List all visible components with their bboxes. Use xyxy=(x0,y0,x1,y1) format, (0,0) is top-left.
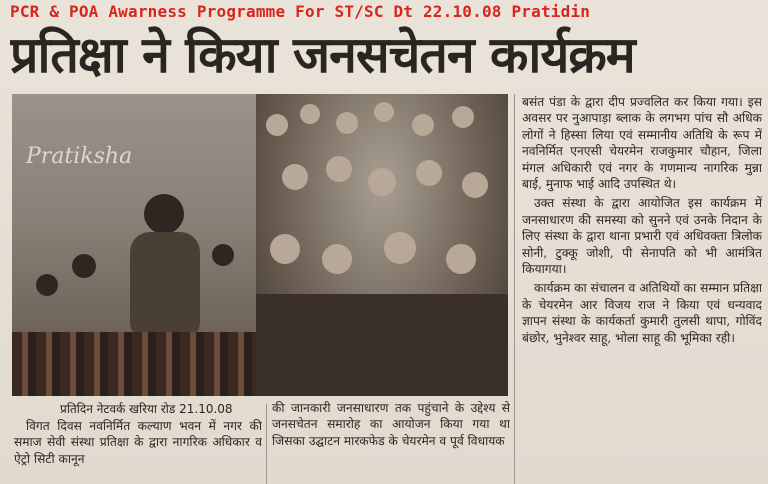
article-paragraph: उक्त संस्था के द्वारा आयोजित इस कार्यक्रम में जनसाधारण की समस्या को सुनने एवं उनके निदान के लिए संस्था के द्वारा थाना प्रभारी एवं अधिवक्ता त्रिलोक सोनी, टुक्कू जोशी, पी सेनापति को भी आमंत्रित कियागया। xyxy=(522,196,762,277)
article-paragraph: विगत दिवस नवनिर्मित कल्याण भवन में नगर की समाज सेवी संस्था प्रतिक्षा के द्वारा नागरिक अधिकार व ऐट्रो सिटी कानून xyxy=(14,419,262,466)
clipping-banner: PCR & POA Awarness Programme For ST/SC Dt 22.10.08 Pratidin xyxy=(10,2,591,21)
audience-face xyxy=(326,156,352,182)
audience-face xyxy=(368,168,396,196)
audience-face xyxy=(300,104,320,124)
audience-face xyxy=(270,234,300,264)
column-divider xyxy=(514,94,515,484)
audience-face xyxy=(374,102,394,122)
article-column-1 xyxy=(14,418,262,484)
audience-face xyxy=(412,114,434,136)
audience-face xyxy=(416,160,442,186)
speaker-body xyxy=(130,232,200,342)
audience-lower-rows xyxy=(256,294,508,396)
news-photo xyxy=(12,94,508,396)
audience-face xyxy=(322,244,352,274)
article-paragraph: बसंत पंडा के द्वारा दीप प्रज्वलित कर किया गया। इस अवसर पर नुआपाड़ा ब्लाक के लगभग पांच सौ अधिक लोगों ने हिस्सा लिया एवं सम्मानीय अतिथि के रूप में नवनिर्मित एनएसी चेयरमेन राजकुमार चौहान, जिला मंगल अधिकारी एवं नगर के गणमान्य नागरिक मुन्ना बाई, मुनाफ भाई आदि उपस्थित थे। xyxy=(522,95,762,192)
audience-face xyxy=(336,112,358,134)
audience-face xyxy=(446,244,476,274)
article-paragraph: की जानकारी जनसाधारण तक पहुंचाने के उद्देश्य से जनसचेतन समारोह का आयोजन किया गया था जिसका उद्घाटन मारकफेड के चेयरमेन व पूर्व विधायक xyxy=(272,401,510,448)
table-cloth xyxy=(12,332,256,396)
headline: प्रतिक्षा ने किया जनसचेतन कार्यक्रम xyxy=(10,25,635,84)
seated-person xyxy=(72,254,96,278)
seated-person xyxy=(36,274,58,296)
audience-face xyxy=(266,114,288,136)
audience-face xyxy=(384,232,416,264)
photo-watermark: Pratiksha xyxy=(26,144,133,169)
article-paragraph: कार्यक्रम का संचालन व अतिथियों का सम्मान प्रतिक्षा के चेयरमेन आर विजय राज ने किया एवं धन्यवाद ज्ञापन संस्था के कार्यकर्ता कुमारी तुलसी थापा, गोविंद बंछोर, भुनेश्वर साहू, भोला साहू की भूमिका रही। xyxy=(522,281,762,345)
article-column-3 xyxy=(522,94,762,484)
photo-caption: प्रतिदिन नेटवर्क खरिया रोड 21.10.08 xyxy=(60,402,233,416)
photo-stage-scene xyxy=(12,94,256,396)
column-divider xyxy=(266,404,267,484)
speaker-figure xyxy=(144,194,184,234)
audience-face xyxy=(462,172,488,198)
audience-face xyxy=(452,106,474,128)
article-column-2 xyxy=(272,400,510,484)
seated-person xyxy=(212,244,234,266)
photo-audience-scene xyxy=(256,94,508,396)
audience-face xyxy=(282,164,308,190)
